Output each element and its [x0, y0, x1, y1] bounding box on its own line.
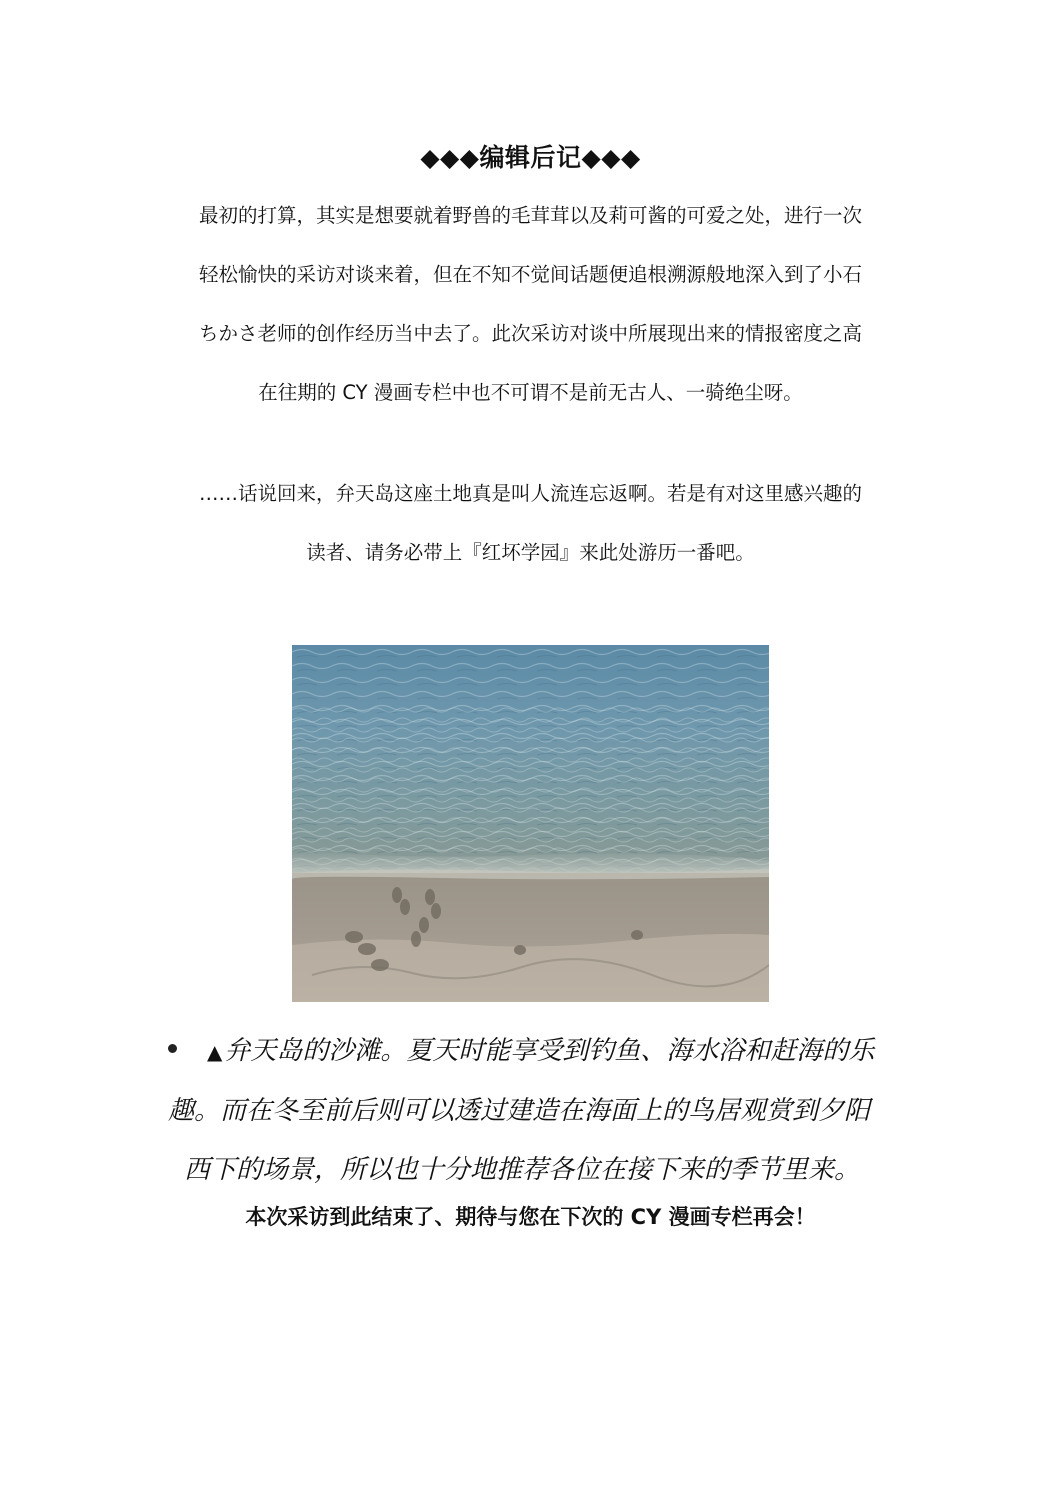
bullet-icon	[168, 1044, 177, 1053]
caption-line: 西下的场景，所以也十分地推荐各位在接下来的季节里来。	[184, 1155, 861, 1185]
closing-note: 本次采访到此结束了、期待与您在下次的 CY 漫画专栏再会！	[245, 1205, 816, 1229]
caption-text: 弁天岛的沙滩。夏天时能享受到钓鱼、海水浴和赶海的乐	[224, 1036, 875, 1066]
paragraph-line: 读者、请务必带上『红坏学园』来此处游历一番吧。	[306, 541, 755, 564]
afterword-heading: ◆◆◆编辑后记◆◆◆	[420, 143, 641, 172]
triangle-icon: ▲	[207, 1040, 223, 1064]
photo-caption	[160, 1022, 920, 1200]
caption-line: 趣。而在冬至前后则可以透过建造在海面上的鸟居观赏到夕阳	[168, 1096, 871, 1126]
paragraph-line: 最初的打算，其实是想要就着野兽的毛茸茸以及莉可酱的可爱之处，进行一次	[198, 204, 862, 227]
afterword-paragraph-1	[160, 186, 901, 422]
beach-photo	[292, 645, 769, 1002]
afterword-paragraph-2	[160, 464, 901, 582]
paragraph-line: 轻松愉快的采访对谈来着，但在不知不觉间话题便追根溯源般地深入到了小石	[198, 263, 862, 286]
paragraph-line: 在往期的 CY 漫画专栏中也不可谓不是前无古人、一骑绝尘呀。	[258, 381, 803, 404]
caption-line	[160, 1022, 920, 1082]
paragraph-line: ……话说回来，弁天岛这座土地真是叫人流连忘返啊。若是有对这里感兴趣的	[198, 482, 862, 505]
paragraph-line: ちかさ老师的创作经历当中去了。此次采访对谈中所展现出来的情报密度之高	[198, 322, 862, 345]
